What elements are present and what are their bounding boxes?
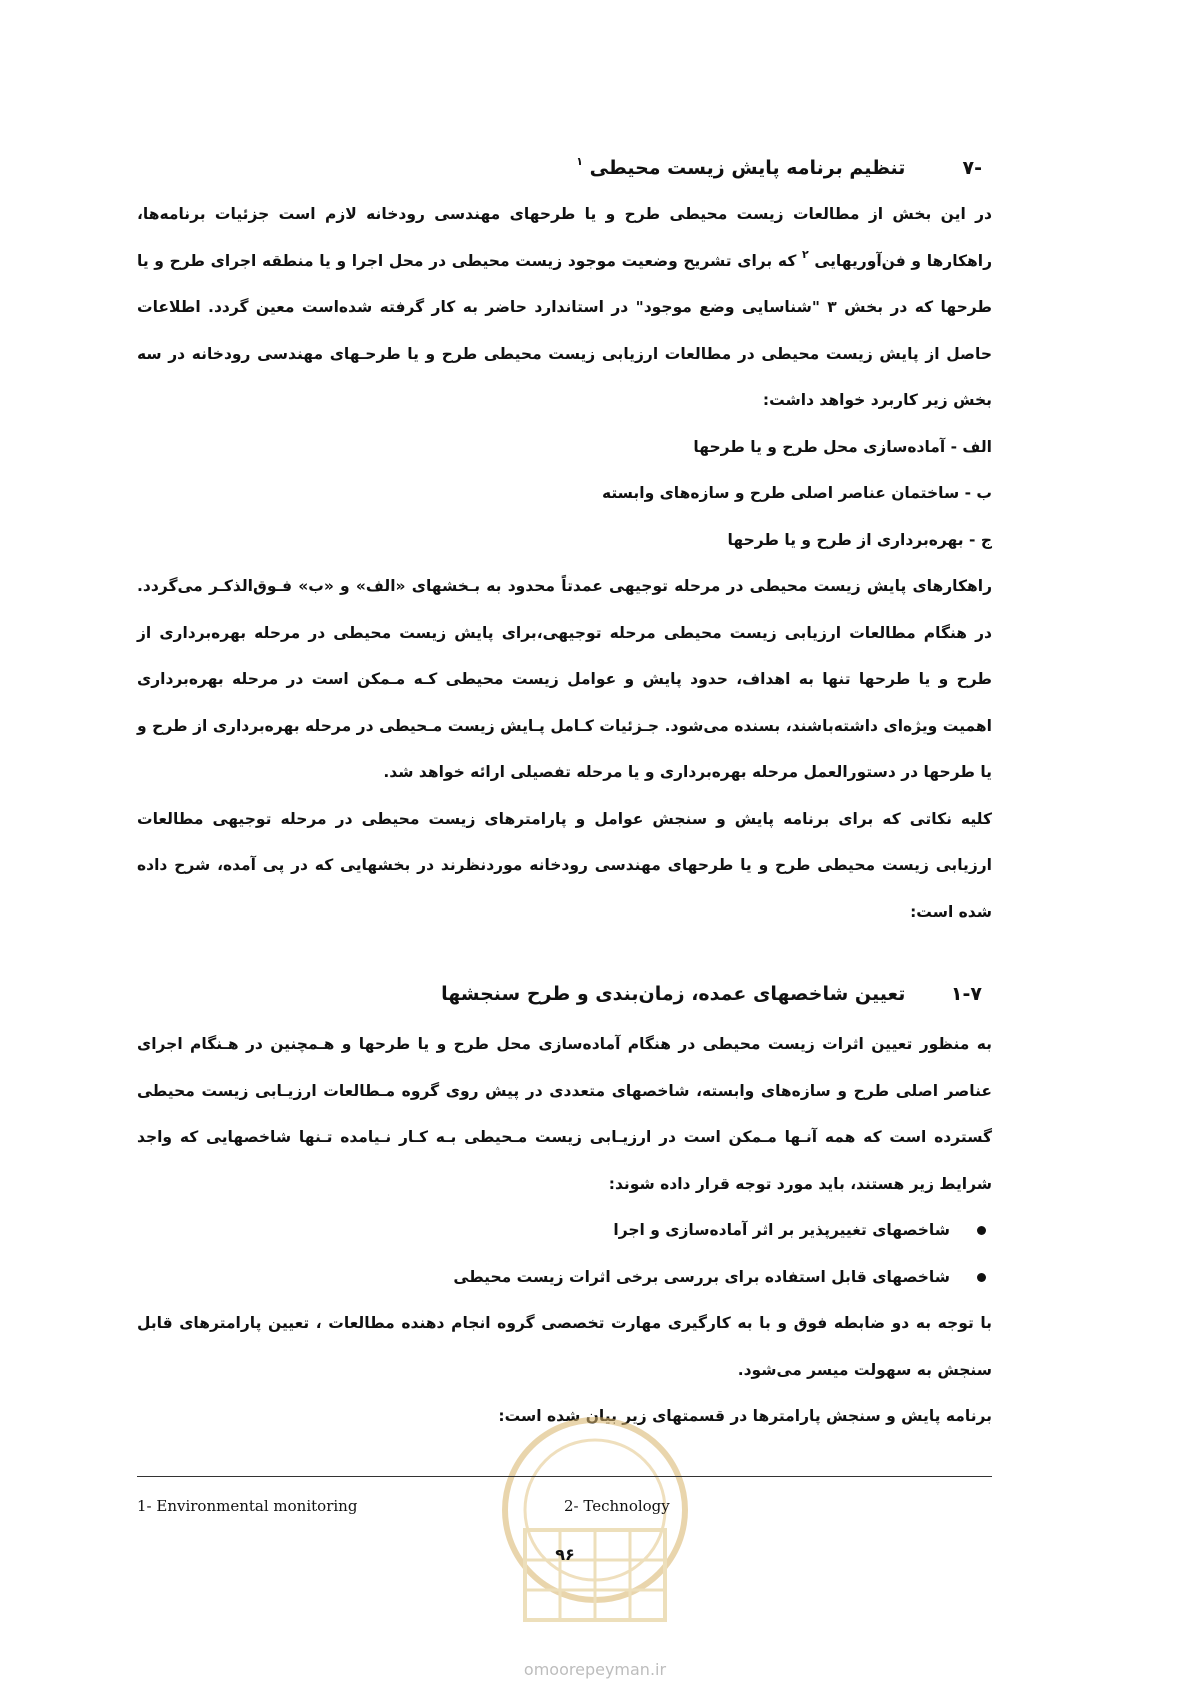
bullet-item: شاخصهای تغییرپذیر بر اثر آماده‌سازی و اجرا bbox=[137, 1207, 992, 1254]
list-item-b: ب - ساختمان عناصر اصلی طرح و سازه‌های وابسته bbox=[601, 484, 992, 502]
list-item-c: ج - بهره‌برداری از طرح و یا طرحها bbox=[727, 530, 992, 549]
paragraph-intro bbox=[137, 191, 992, 424]
paragraph-monitoring-scope: راهکارهای پایش زیست محیطی در مرحله توجیهی عمدتاً محدود به بـخشهای «الف» و «ب» فـوق‌الذکـر می‌گردد. در هنگام مطالعات ارزیابی زیست محیطی مرحله توجیهی،برای پایش زیست محیطی در مرحله بهره‌برداری از طرح و یا طرحها تنها به اهداف، حدود پایش و عوامل زیست محیطی کـه مـمکن است در مرحله بهره‌برداری اهمیت ویژه‌ای داشته‌باشند، بسنده می‌شود. جـزئیات کـامل پـایش زیست مـحیطی در مرحله بهره‌برداری از طرح و یا طرحها در دستورالعمل مرحله بهره‌برداری و یا مرحله تفصیلی ارائه خواهد شد. bbox=[137, 577, 992, 781]
watermark-text: omoorepeyman.ir bbox=[523, 1660, 667, 1679]
footnote-divider bbox=[137, 1476, 992, 1477]
section-heading bbox=[137, 145, 992, 191]
list-item-a: الف - آماده‌سازی محل طرح و یا طرحها bbox=[693, 437, 992, 456]
paragraph-indicators: به منظور تعیین اثرات زیست محیطی در هنگام آماده‌سازی محل طرح و یا طرحها و هـمچنین در هـنگام اجرای عناصر اصلی طرح و سازه‌های وابسته، شاخصهای متعددی در پیش روی گروه مـطالعات ارزیـابی زیست محیطی گسترده است که همه آنـها مـمکن است در ارزیـابی زیست مـحیطی بـه کـار نـیامده تـنها شاخصهایی که واجد شرایط زیر هستند، باید مورد توجه قرار داده شوند: bbox=[137, 1035, 992, 1193]
paragraph-program: برنامه پایش و سنجش پارامترها در قسمتهای زیر بیان شده است: bbox=[498, 1407, 992, 1425]
footnote-2: 2- Technology bbox=[564, 1497, 670, 1515]
main-text-column bbox=[137, 145, 992, 1440]
section-title: تنظیم برنامه پایش زیست محیطی bbox=[589, 157, 906, 179]
bullet-item: شاخصهای قابل استفاده برای بررسی برخی اثرات زیست محیطی bbox=[137, 1254, 992, 1301]
paragraph-intro-part2: که برای تشریح وضعیت موجود زیست محیطی در محل اجرا و یا منطقه اجرای طرح و یا طرحها که در بخش ۳ "شناسایی وضع موجود" در استاندارد حاضر به کار گرفته شده‌است معین گردد. اطلاعات حاصل از پایش زیست محیطی در مطالعات ارزیابی زیست محیطی طرح و یا طرحـهای مهندسی رودخانه در سه بخش زیر کاربرد خواهد داشت: bbox=[137, 251, 992, 409]
footnote-1: 1- Environmental monitoring bbox=[137, 1497, 358, 1515]
subsection-number: ۱-۷ bbox=[950, 983, 982, 1005]
paragraph-intro-part1: در این بخش از مطالعات زیست محیطی طرح و یا طرحهای مهندسی رودخانه لازم است جزئیات برنامه‌ها، راهکارها و فن‌آوریهایی bbox=[137, 205, 993, 270]
paragraph-criteria: با توجه به دو ضابطه فوق و با به کارگیری مهارت تخصصی گروه انجام دهنده مطالعات ، تعیین پارامترهای قابل سنجش به سهولت میسر می‌شود. bbox=[137, 1314, 992, 1379]
footnote-marker-1: ۱ bbox=[576, 155, 583, 168]
paragraph-notes: کلیه نکاتی که برای برنامه پایش و سنجش عوامل و پارامترهای زیست محیطی در مرحله توجیهی مطالعات ارزیابی زیست محیطی طرح و یا طرحهای مهندسی رودخانه موردنظرند در بخشهایی که در پی آمده، شرح داده شده است: bbox=[137, 809, 992, 921]
footnote-marker-2: ۲ bbox=[802, 247, 809, 261]
subsection-heading bbox=[137, 967, 992, 1021]
section-number: -۷ bbox=[962, 157, 982, 179]
subsection-title: تعیین شاخصهای عمده، زمان‌بندی و طرح سنجشها bbox=[441, 983, 906, 1005]
page-number: ۹۶ bbox=[555, 1545, 575, 1564]
watermark-logo bbox=[485, 1410, 705, 1640]
bullet-list bbox=[137, 1207, 992, 1300]
